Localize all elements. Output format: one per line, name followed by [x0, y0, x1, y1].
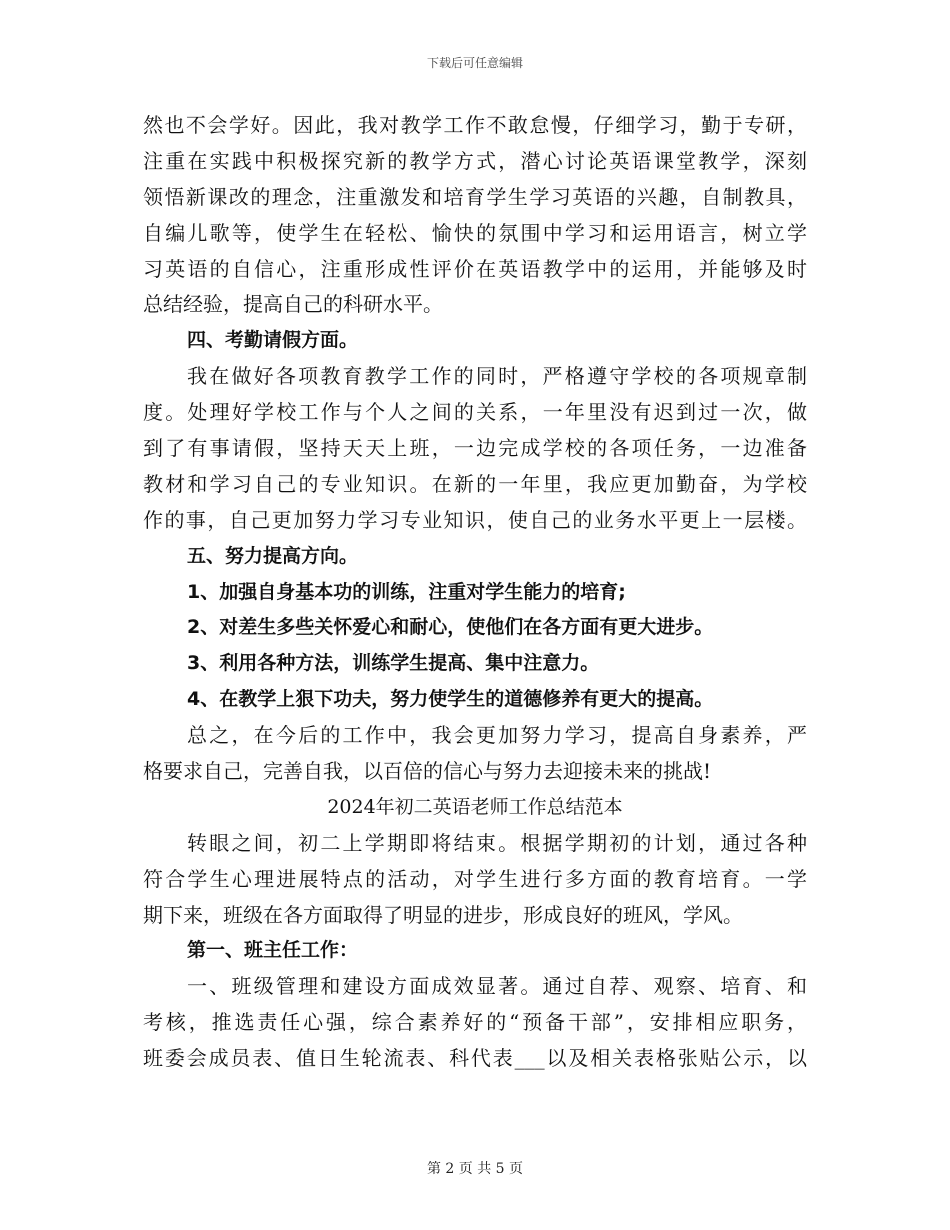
text-line: 教材和学习自己的专业知识。在新的一年里，我应更加勤奋，为学校: [143, 471, 807, 496]
section-heading: 第一、班主任工作：: [187, 939, 359, 962]
text-line: 我在做好各项教育教学工作的同时，严格遵守学校的各项规章制: [187, 364, 807, 389]
list-item: 4、在教学上狠下功夫，努力使学生的道德修养有更大的提高。: [187, 688, 714, 711]
text-line: 作的事，自己更加努力学习专业知识，使自己的业务水平更上一层楼。: [143, 507, 807, 532]
page-footer: 第 2 页 共 5 页: [426, 1161, 524, 1177]
section-heading: 四、考勤请假方面。: [187, 329, 359, 352]
list-item: 3、利用各种方法，训练学生提高、集中注意力。: [187, 652, 600, 675]
text-line: 到了有事请假，坚持天天上班，一边完成学校的各项任务，一边准备: [143, 436, 807, 461]
text-line: 转眼之间，初二上学期即将结束。根据学期初的计划，通过各种: [187, 830, 807, 855]
text-line: 习英语的自信心，注重形成性评价在英语教学中的运用，并能够及时: [143, 256, 807, 281]
text-line: 总之，在今后的工作中，我会更加努力学习，提高自身素养，严: [187, 723, 807, 748]
text-line: 领悟新课改的理念，注重激发和培育学生学习英语的兴趣，自制教具，: [143, 184, 807, 209]
text-line: 考核，推选责任心强，综合素养好的“预备干部”，安排相应职务，: [143, 1010, 807, 1035]
text-line: 自编儿歌等，使学生在轻松、愉快的氛围中学习和运用语言，树立学: [143, 220, 807, 245]
text-line: 一、班级管理和建设方面成效显著。通过自荐、观察、培育、和: [187, 974, 807, 999]
section-heading: 五、努力提高方向。: [187, 544, 359, 567]
list-item: 1、加强自身基本功的训练，注重对学生能力的培育;: [187, 580, 626, 603]
list-item: 2、对差生多些关怀爱心和耐心，使他们在各方面有更大进步。: [187, 616, 714, 639]
text-line: 度。处理好学校工作与个人之间的关系，一年里没有迟到过一次，做: [143, 400, 807, 425]
document-body: [143, 108, 807, 1077]
text-line: 期下来，班级在各方面取得了明显的进步，形成良好的班风，学风。: [143, 902, 743, 927]
text-line: 注重在实践中积极探究新的教学方式，潜心讨论英语课堂教学，深刻: [143, 148, 807, 173]
text-line: 符合学生心理进展特点的活动，对学生进行多方面的教育培育。一学: [143, 866, 807, 891]
text-line: 总结经验，提高自己的科研水平。: [143, 292, 443, 317]
document-title: 2024年初二英语老师工作总结范本: [327, 795, 623, 818]
text-line: 格要求自己，完善自我，以百倍的信心与努力去迎接未来的挑战!: [143, 759, 712, 784]
text-line: 班委会成员表、值日生轮流表、科代表___以及相关表格张贴公示，以: [143, 1046, 807, 1071]
page-header: 下载后可任意编辑: [426, 56, 523, 70]
text-line: 然也不会学好。因此，我对教学工作不敢怠慢，仔细学习，勤于专研，: [143, 113, 807, 137]
